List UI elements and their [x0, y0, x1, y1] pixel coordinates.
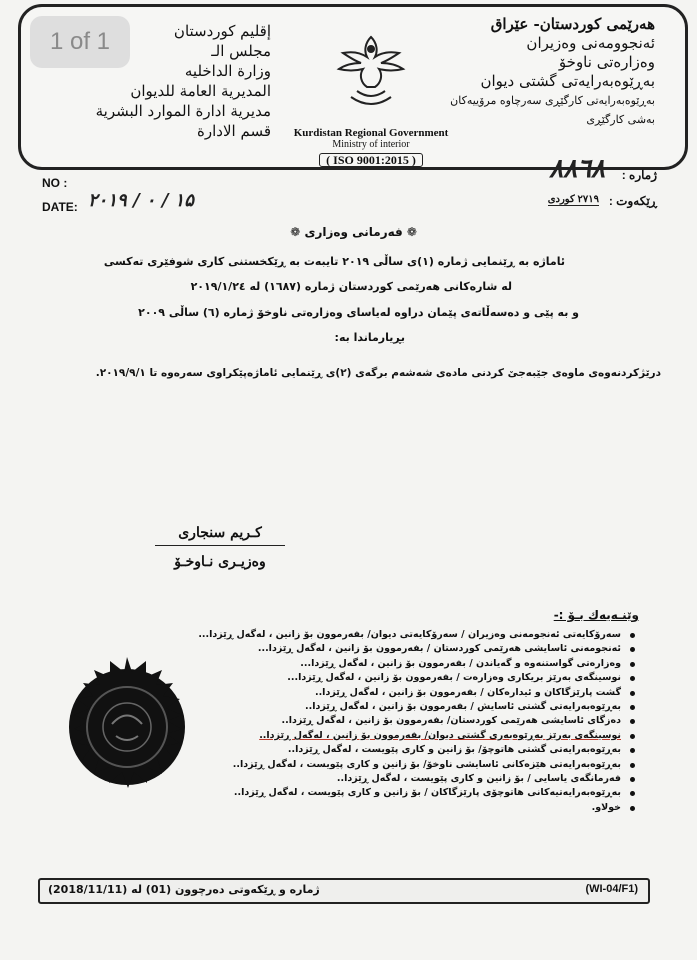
- letterhead-line: مديرية ادارة الموارد البشرية: [95, 102, 271, 120]
- list-item: دەزگای ئاسایشی هەرێمی کوردستان/ بفەرموون بۆ زانین ، لەگەل ڕێزدا..: [187, 714, 637, 728]
- ref-date-label: ڕێکەوت :: [608, 194, 657, 208]
- list-item: بەڕێوەبەرایەتیەکانی هاتوچۆی پارێزگاکان / بۆ زانین و کاری پێویست ، لەگەل ڕێزدا..: [187, 786, 637, 800]
- letterhead-line: وەزارەتی ناوخۆ: [558, 53, 655, 71]
- body-paragraph: بڕیارماندا بە:: [334, 331, 405, 344]
- footer-form-code: (WI-04/F1): [585, 883, 638, 895]
- body-paragraph: ئاماژە بە ڕێنمایی ژمارە (۱)ی ساڵی ۲۰۱۹ تایبەت بە ڕێکخستنی کاری شوفێری تەکسی: [103, 255, 565, 268]
- signatory-name: کـریم سنجاری: [155, 525, 285, 546]
- official-seal-icon: [52, 652, 202, 802]
- footer-issue-info: ژمارە و ڕێکەوتی دەرچوون (01) لە (2018/11/11): [48, 883, 320, 896]
- list-item: بەڕێوەبەرایەتی گشتی هاتوچۆ/ بۆ زانین و کاری پێویست ، لەگەل ڕێزدا..: [187, 743, 637, 757]
- list-item: وەزارەتی گواستنەوە و گەیاندن / بفەرموون بۆ زانین ، لەگەل ڕێزدا...: [187, 657, 637, 671]
- signatory-title: وەزیـری نـاوخـۆ: [174, 554, 266, 570]
- page-indicator: 1 of 1: [30, 16, 130, 68]
- cc-list: [187, 628, 637, 815]
- letterhead-line: ئەنجوومەنی وەزیران: [526, 34, 655, 52]
- letterhead-line: إقليم كوردستان: [173, 22, 271, 40]
- list-item: خولاو.: [187, 801, 637, 815]
- letterhead-line: مجلس الـ: [211, 42, 271, 60]
- no-label: NO :: [42, 176, 68, 190]
- list-item: گشت پارێزگاکان و ئیدارەکان / بفەرموون بۆ زانین ، لەگەل ڕێزدا..: [187, 686, 637, 700]
- list-item: بەڕێوەبەرایەتی هێزەکانی ئاسایشی ناوخۆ/ بۆ زانین و کاری پێویست ، لەگەل ڕێزدا..: [187, 758, 637, 772]
- body-paragraph: لە شارەکانی هەرێمی کوردستان ژمارە (۱٦٨٧) لە ۲۰۱۹/۱/۲٤: [190, 280, 512, 293]
- date-value: ۲۰۱۹ / ۰ / ۱۵: [88, 190, 194, 211]
- list-item: نوسینگەی بەرێز بریکاری وەزارەت / بفەرموون بۆ زانین ، لەگەل ڕێزدا...: [187, 671, 637, 685]
- order-title: ❁ فەرمانی وەزاری ❁: [290, 225, 417, 239]
- krg-eagle-emblem-icon: [331, 29, 411, 119]
- letterhead-line: بەڕێوەبەرایەتی گشتی دیوان: [480, 72, 655, 90]
- body-paragraph: و بە پێی و دەسەڵاتەی پێمان دراوە لەیاسای وەزارەتی ناوخۆ ژمارە (٦) ساڵی ۲۰۰۹: [138, 306, 579, 319]
- letterhead-line: بەشی کارگێڕی: [586, 113, 655, 126]
- number-value: ٨٨٦٨: [549, 154, 605, 184]
- letterhead-line: قسم الادارة: [197, 122, 271, 140]
- decision-text: درێژکردنەوەی ماوەی جێبەجێ کردنی مادەی شەشەم برگەی (۲)ی ڕێنمایی ئاماژەپێکراوی سەرەوە تا ۲۰۱۹/۹/۱.: [95, 367, 661, 379]
- letterhead-line: وزارة الداخليه: [184, 62, 271, 80]
- letterhead-line: بەڕێوەبەرایەتی کارگێڕی سەرچاوە مرۆییەکان: [450, 94, 655, 107]
- ref-date-value: ۲۷۱۹ کوردی: [547, 194, 599, 205]
- form-footer: [38, 878, 650, 904]
- list-item: سەرۆکایەتی ئەنجومەنی وەزیران / سەرۆکایەتی دیوان/ بفەرموون بۆ زانین ، لەگەل ڕێزدا...: [187, 628, 637, 642]
- ministry-name: Ministry of interior: [332, 139, 410, 150]
- list-item: نوسینگەی بەرێز بەڕێوەبەری گشتی دیوان/ بفەرموون بۆ زانین ، لەگەل ڕێزدا..: [187, 729, 637, 743]
- number-label: ژمارە :: [621, 168, 657, 182]
- list-item: ئەنجومەنی ئاسایشی هەرێمی کوردستان / بفەرموون بۆ زانین ، لەگەل ڕێزدا...: [187, 642, 637, 656]
- krg-caption: [276, 127, 466, 167]
- letterhead-kurdish: [450, 15, 655, 129]
- list-item: بەڕێوەبەرایەتی گشتی ئاسایش / بفەرموون بۆ زانین ، لەگەل ڕێزدا..: [187, 700, 637, 714]
- krg-name: Kurdistan Regional Government: [293, 127, 449, 139]
- letterhead-line: هەرێمی کوردستان- عێراق: [490, 15, 655, 33]
- signature-block: [155, 525, 285, 570]
- cc-title: وێنـەیەك بـۆ :-: [553, 608, 639, 622]
- list-item: فەرمانگەی یاسایی / بۆ زانین و کاری پێویست ، لەگەل ڕێزدا..: [187, 772, 637, 786]
- iso-label: ( ISO 9001:2015 ): [319, 153, 423, 167]
- letterhead-line: المديرية العامة للديوان: [130, 82, 271, 100]
- date-label: DATE:: [42, 200, 78, 214]
